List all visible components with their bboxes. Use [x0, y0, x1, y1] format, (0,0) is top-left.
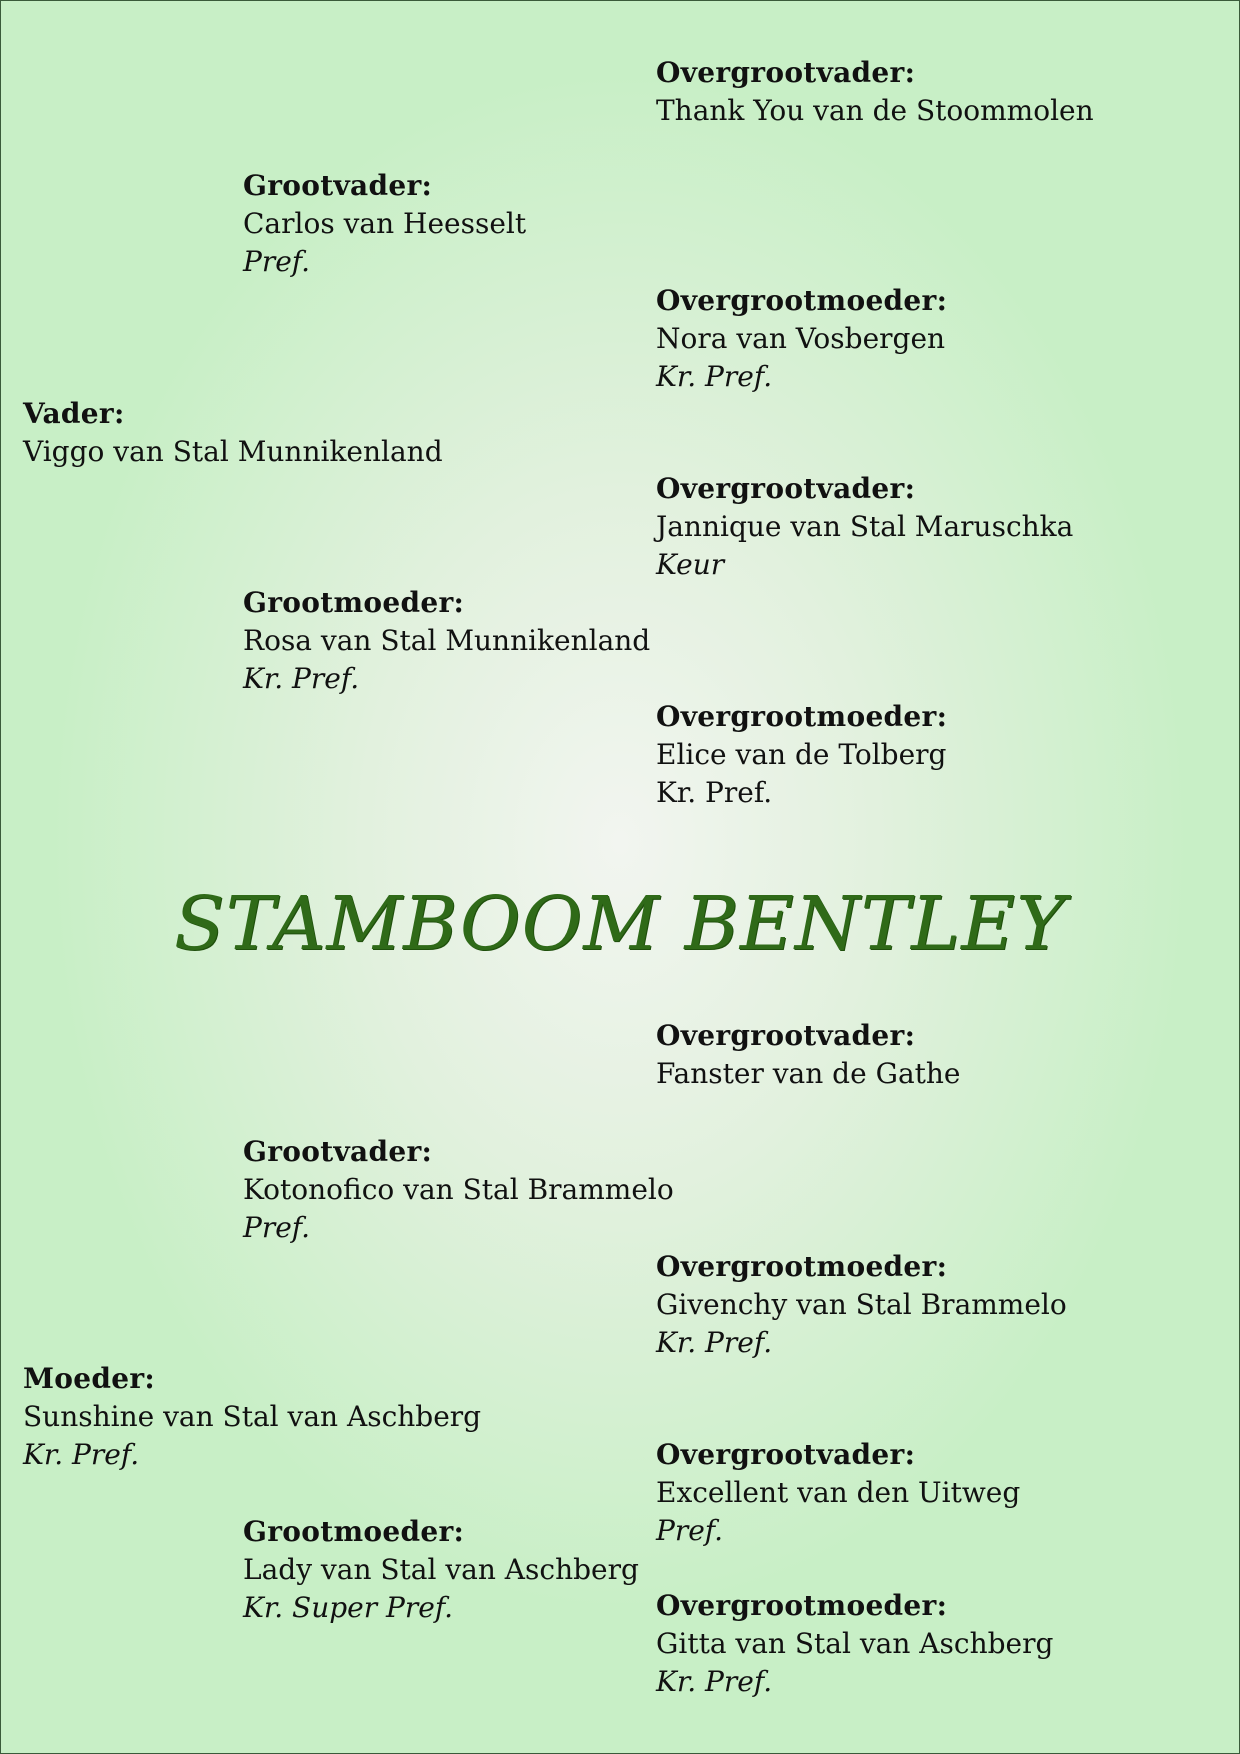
role-label: Overgrootvader: — [656, 1438, 916, 1471]
horse-name: Elice van de Tolberg — [656, 738, 947, 771]
father-entry — [23, 395, 443, 471]
mother-side-great-grandfather-2 — [656, 1436, 1020, 1550]
predicate: Kr. Pref. — [656, 1326, 773, 1359]
predicate: Kr. Pref. — [656, 360, 773, 393]
page-title: STAMBOOM BENTLEY — [173, 881, 1067, 967]
role-label: Overgrootvader: — [656, 56, 916, 89]
horse-name: Excellent van den Uitweg — [656, 1476, 1021, 1509]
role-label: Grootvader: — [243, 169, 433, 202]
role-label: Overgrootmoeder: — [656, 700, 948, 733]
horse-name: Givenchy van Stal Brammelo — [656, 1288, 1067, 1321]
predicate: Kr. Pref. — [656, 1665, 773, 1698]
father-side-great-grandfather-2 — [656, 470, 1073, 584]
predicate: Kr. Pref. — [243, 662, 360, 695]
predicate: Pref. — [243, 1211, 311, 1244]
horse-name: Sunshine van Stal van Aschberg — [23, 1400, 482, 1433]
horse-name: Lady van Stal van Aschberg — [243, 1553, 639, 1586]
mother-entry — [23, 1360, 481, 1474]
horse-name: Carlos van Heesselt — [243, 207, 527, 240]
mother-side-great-grandmother-2 — [656, 1587, 1053, 1701]
horse-name: Fanster van de Gathe — [656, 1057, 961, 1090]
role-label: Overgrootvader: — [656, 1019, 916, 1052]
horse-name: Jannique van Stal Maruschka — [656, 510, 1074, 543]
role-label: Overgrootmoeder: — [656, 284, 948, 317]
role-label: Overgrootmoeder: — [656, 1250, 948, 1283]
role-label: Overgrootmoeder: — [656, 1589, 948, 1622]
role-label: Vader: — [23, 397, 125, 430]
mother-side-grandfather — [243, 1133, 674, 1247]
mother-side-great-grandfather-1 — [656, 1017, 961, 1093]
role-label: Grootvader: — [243, 1135, 433, 1168]
father-side-great-grandmother-2 — [656, 698, 947, 812]
role-label: Moeder: — [23, 1362, 156, 1395]
horse-name: Gitta van Stal van Aschberg — [656, 1627, 1054, 1660]
horse-name: Rosa van Stal Munnikenland — [243, 624, 651, 657]
mother-side-grandmother — [243, 1513, 639, 1627]
mother-side-great-grandmother-1 — [656, 1248, 1067, 1362]
predicate: Kr. Pref. — [23, 1438, 140, 1471]
role-label: Overgrootvader: — [656, 472, 916, 505]
father-side-grandfather — [243, 167, 526, 281]
horse-name: Viggo van Stal Munnikenland — [23, 435, 443, 468]
horse-name: Kotonofico van Stal Brammelo — [243, 1173, 674, 1206]
father-side-grandmother — [243, 584, 650, 698]
predicate: Keur — [656, 548, 725, 581]
role-label: Grootmoeder: — [243, 586, 465, 619]
horse-name: Thank You van de Stoommolen — [656, 94, 1094, 127]
predicate: Kr. Pref. — [656, 776, 773, 809]
role-label: Grootmoeder: — [243, 1515, 465, 1548]
father-side-great-grandmother-1 — [656, 282, 947, 396]
horse-name: Nora van Vosbergen — [656, 322, 946, 355]
predicate: Pref. — [656, 1514, 724, 1547]
father-side-great-grandfather-1 — [656, 54, 1094, 130]
predicate: Pref. — [243, 245, 311, 278]
predicate: Kr. Super Pref. — [243, 1591, 454, 1624]
